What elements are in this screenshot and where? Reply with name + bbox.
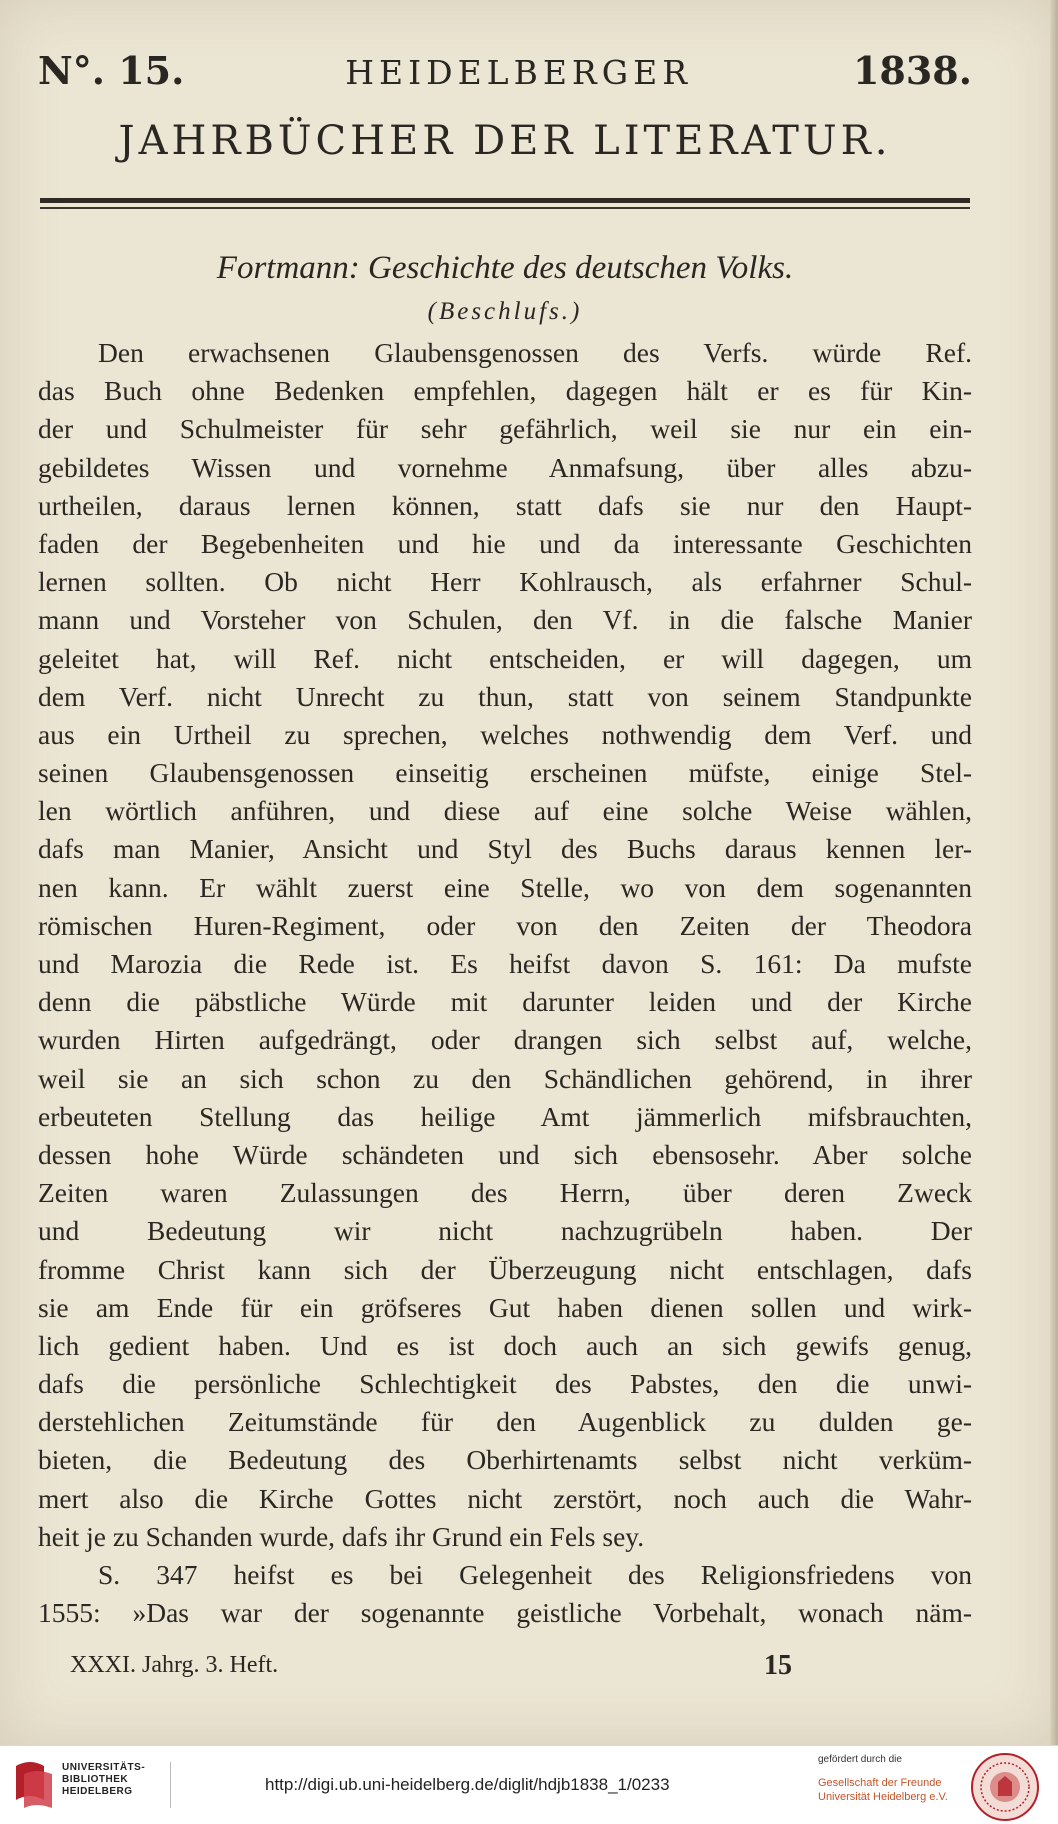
text-line: 1555: »Das war der sogenannte geistliche Vorbehalt, wonach näm- <box>38 1597 972 1629</box>
journal-title: JAHRBÜCHER DER LITERATUR. <box>118 118 892 164</box>
text-line: mert also die Kirche Gottes nicht zerstört, noch auch die Wahr- <box>38 1482 972 1514</box>
text-line: sie am Ende für ein gröfseres Gut haben dienen sollen und wirk- <box>38 1291 972 1323</box>
text-line: dessen hohe Würde schändeten und sich ebensosehr. Aber solche <box>38 1138 972 1170</box>
text-line: dafs die persönliche Schlechtigkeit des Pabstes, den die unwi- <box>38 1368 972 1400</box>
text-line: faden der Begebenheiten und hie und da interessante Geschichten <box>38 527 972 559</box>
text-line: S. 347 heifst es bei Gelegenheit des Religionsfriedens von <box>98 1559 972 1590</box>
text-line: denn die päbstliche Würde mit darunter leiden und der Kirche <box>38 986 972 1018</box>
text-line: geleitet hat, will Ref. nicht entscheiden, er will dagegen, um <box>38 642 972 674</box>
header-rule-thick <box>40 198 970 203</box>
library-name-line-2: BIBLIOTHEK <box>62 1774 129 1785</box>
text-line: der und Schulmeister für sehr gefährlich, weil sie nur ein ein- <box>38 413 972 445</box>
text-line: weil sie an sich schon zu den Schändlichen gehörend, in ihrer <box>38 1062 972 1094</box>
text-line: nen kann. Er wählt zuerst eine Stelle, wo von dem sogenannten <box>38 871 972 903</box>
text-line: mann und Vorsteher von Schulen, den Vf. in die falsche Manier <box>38 604 972 636</box>
sponsor-name-line-2: Universität Heidelberg e.V. <box>818 1791 948 1803</box>
text-line: und Bedeutung wir nicht nachzugrübeln haben. Der <box>38 1215 972 1247</box>
issue-number: N°. 15. <box>38 48 185 93</box>
sponsor-name-line-1: Gesellschaft der Freunde <box>818 1777 942 1789</box>
text-line: wurden Hirten aufgedrängt, oder drangen sich selbst auf, welche, <box>38 1024 972 1056</box>
issue-year: 1838. <box>852 48 972 93</box>
text-line: gebildetes Wissen und vornehme Anmafsung, über alles abzu- <box>38 451 972 483</box>
university-library-logo-icon <box>10 1756 58 1816</box>
page-edge <box>1050 0 1058 1745</box>
article-subtitle: (Beschlufs.) <box>427 298 583 325</box>
article-title: Fortmann: Geschichte des deutschen Volks. <box>216 250 794 286</box>
library-name-line-3: HEIDELBERG <box>62 1786 133 1797</box>
university-seal-icon <box>970 1752 1040 1822</box>
text-line: aus ein Urtheil zu sprechen, welches nothwendig dem Verf. und <box>38 718 972 750</box>
text-line: dafs man Manier, Ansicht und Styl des Buchs daraus kennen ler- <box>38 833 972 865</box>
text-line: urtheilen, daraus lernen können, statt dafs sie nur den Haupt- <box>38 489 972 521</box>
text-line: Zeiten waren Zulassungen des Herrn, über deren Zweck <box>38 1177 972 1209</box>
bar-divider <box>170 1762 171 1808</box>
text-line: dem Verf. nicht Unrecht zu thun, statt von seinem Standpunkte <box>38 680 972 712</box>
text-line: römischen Huren-Regiment, oder von den Zeiten der Theodora <box>38 909 972 941</box>
text-line: derstehlichen Zeitumstände für den Augenblick zu dulden ge- <box>38 1406 972 1438</box>
masthead <box>38 48 972 108</box>
library-name <box>62 1762 145 1798</box>
publisher-name: HEIDELBERGER <box>345 53 693 92</box>
text-line: seinen Glaubensgenossen einseitig erscheinen müfste, einige Stel- <box>38 757 972 789</box>
text-line: erbeuteten Stellung das heilige Amt jämmerlich mifsbrauchten, <box>38 1100 972 1132</box>
text-line: lernen sollten. Ob nicht Herr Kohlrausch, als erfahrner Schul- <box>38 566 972 598</box>
text-line: lich gedient haben. Und es ist doch auch an sich gewifs genug, <box>38 1329 972 1361</box>
text-line: das Buch ohne Bedenken empfehlen, dagegen hält er es für Kin- <box>38 375 972 407</box>
page-number: 15 <box>764 1650 792 1681</box>
text-line: Den erwachsenen Glaubensgenossen des Verfs. würde Ref. <box>98 337 972 368</box>
signature-mark: XXXI. Jahrg. 3. Heft. <box>70 1652 279 1678</box>
text-line: heit je zu Schanden wurde, dafs ihr Grund ein Fels sey. <box>38 1520 645 1552</box>
viewer-bottom-bar <box>0 1745 1058 1824</box>
header-rule-thin <box>40 207 970 209</box>
text-line: bieten, die Bedeutung des Oberhirtenamts selbst nicht verküm- <box>38 1444 972 1476</box>
text-line: len wörtlich anführen, und diese auf eine solche Weise wählen, <box>38 795 972 827</box>
article-body <box>38 334 972 1632</box>
sponsor-label: gefördert durch die <box>818 1754 902 1765</box>
text-line: fromme Christ kann sich der Überzeugung nicht entschlagen, dafs <box>38 1253 972 1285</box>
permalink[interactable]: http://digi.ub.uni-heidelberg.de/diglit/hdjb1838_1/0233 <box>265 1775 670 1794</box>
text-line: und Marozia die Rede ist. Es heifst davon S. 161: Da mufste <box>38 948 972 979</box>
sponsor-name <box>818 1776 948 1804</box>
library-name-line-1: UNIVERSITÄTS- <box>62 1762 146 1773</box>
